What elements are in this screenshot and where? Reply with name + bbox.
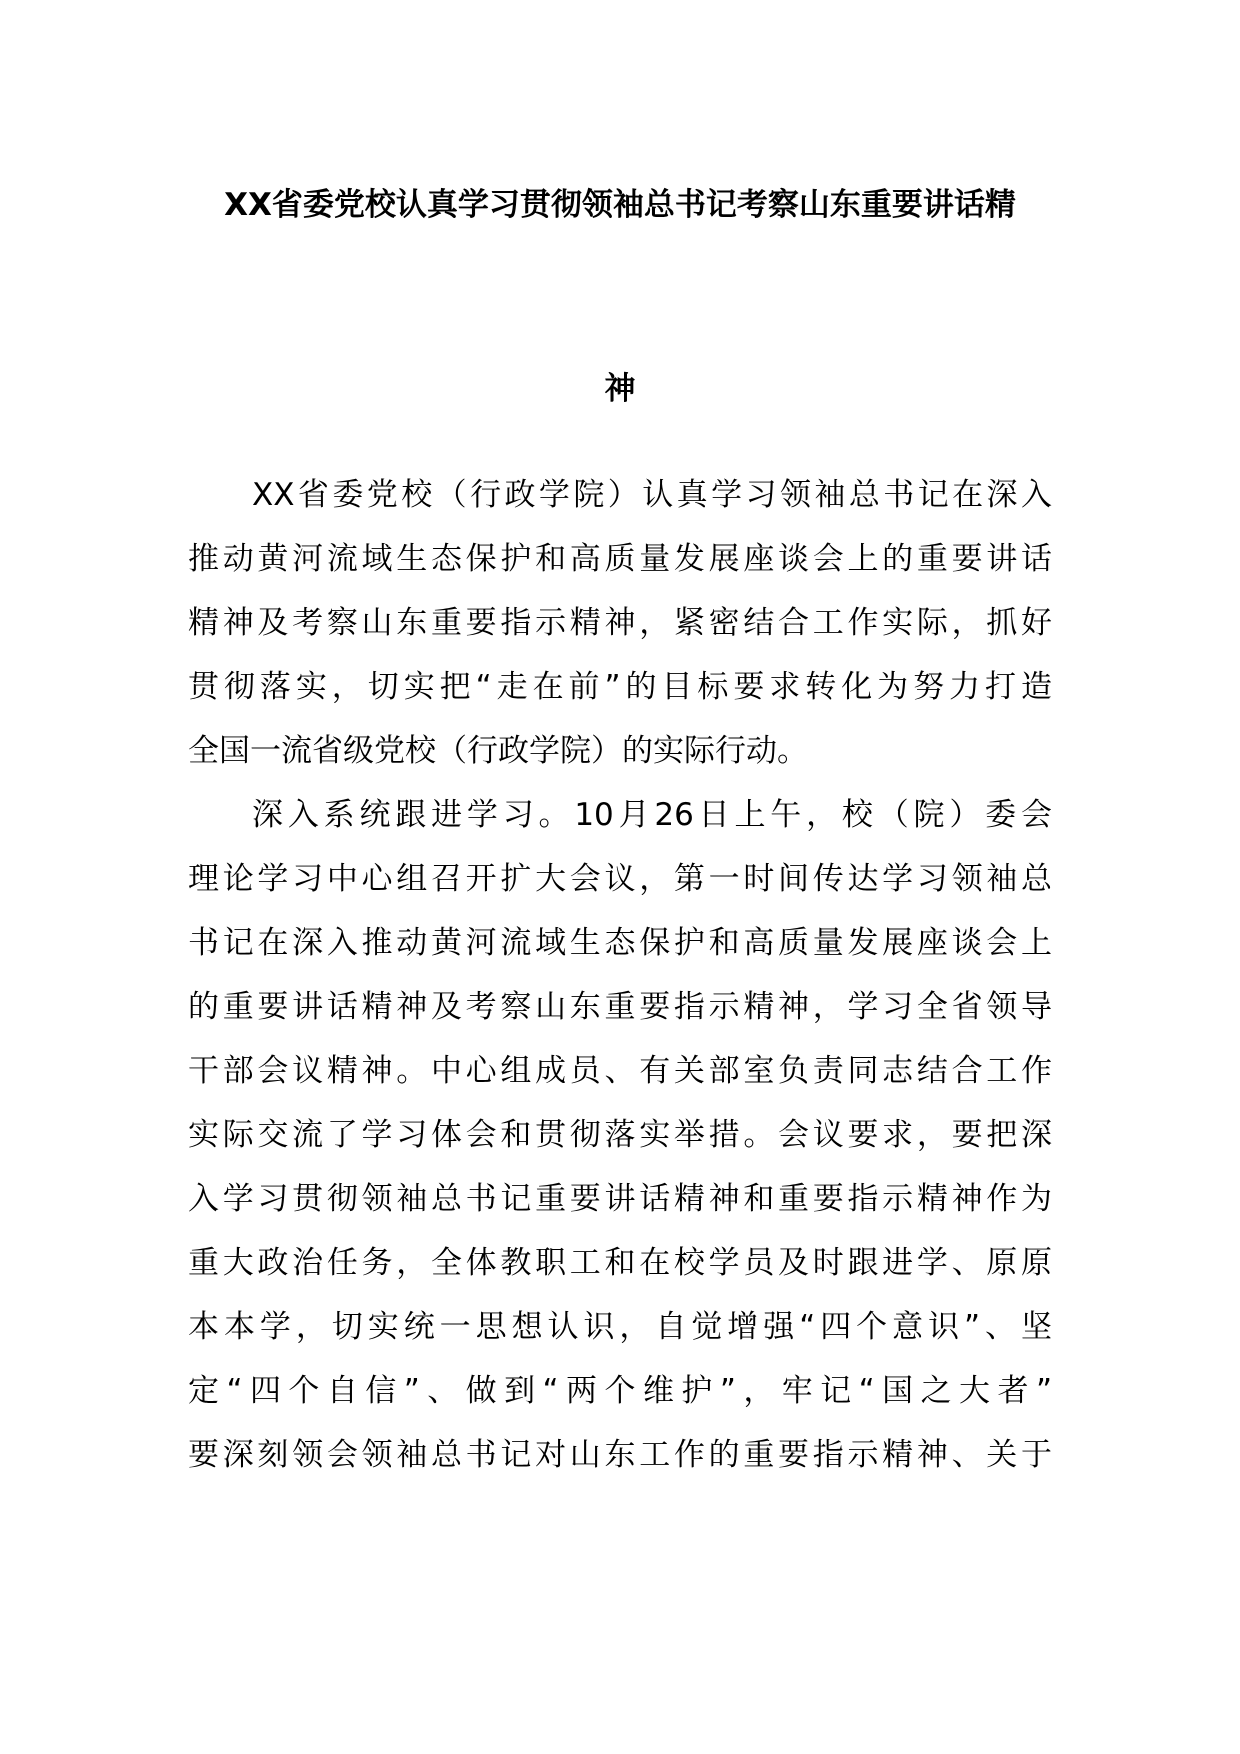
paragraph-line: XX省委党校（行政学院）认真学习领袖总书记在深入 [252, 477, 1052, 513]
paragraph-line: 实际交流了学习体会和贯彻落实举措。会议要求，要把深 [188, 1117, 1052, 1153]
paragraph-line: 入学习贯彻领袖总书记重要讲话精神和重要指示精神作为 [188, 1181, 1052, 1217]
paragraph-line: 要深刻领会领袖总书记对山东工作的重要指示精神、关于 [188, 1437, 1052, 1473]
paragraph-line: 精神及考察山东重要指示精神，紧密结合工作实际，抓好 [188, 605, 1052, 641]
paragraph-line: 本本学，切实统一思想认识，自觉增强“四个意识”、坚 [188, 1309, 1052, 1345]
paragraph-line: 重大政治任务，全体教职工和在校学员及时跟进学、原原 [188, 1245, 1052, 1281]
paragraph-line: 深入系统跟进学习。10月26日上午，校（院）委会 [252, 797, 1052, 833]
paragraph-line: 定“四个自信”、做到“两个维护”，牢记“国之大者” [188, 1373, 1052, 1409]
paragraph-line: 理论学习中心组召开扩大会议，第一时间传达学习领袖总 [188, 861, 1052, 897]
document-title-line-1: XX省委党校认真学习贯彻领袖总书记考察山东重要讲话精 [224, 187, 1016, 223]
document-title-line-2: 神 [604, 371, 636, 407]
paragraph-line: 全国一流省级党校（行政学院）的实际行动。 [188, 733, 808, 769]
paragraph-line: 推动黄河流域生态保护和高质量发展座谈会上的重要讲话 [188, 541, 1052, 577]
paragraph-line: 贯彻落实，切实把“走在前”的目标要求转化为努力打造 [188, 669, 1052, 705]
paragraph-line: 干部会议精神。中心组成员、有关部室负责同志结合工作 [188, 1053, 1052, 1089]
paragraph-line: 的重要讲话精神及考察山东重要指示精神，学习全省领导 [188, 989, 1052, 1025]
paragraph-line: 书记在深入推动黄河流域生态保护和高质量发展座谈会上 [188, 925, 1052, 961]
